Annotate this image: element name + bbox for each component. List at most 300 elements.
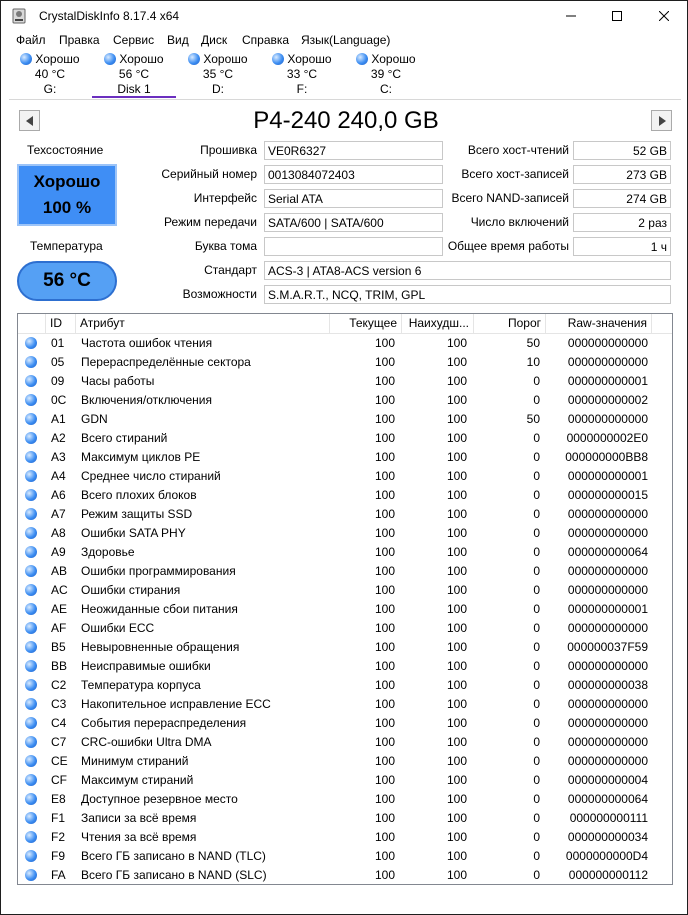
col-worst[interactable]: Наихудш... [402, 314, 474, 333]
transfer-label: Режим передачи [164, 215, 257, 229]
temperature-label: Температура [30, 239, 103, 253]
cell-attribute: Режим защиты SSD [81, 507, 193, 521]
cell-threshold: 0 [533, 507, 540, 521]
standard-field: ACS-3 | ATA8-ACS version 6 [264, 261, 671, 280]
menu-file[interactable]: Файл [16, 33, 46, 47]
cell-worst: 100 [446, 355, 467, 369]
cell-worst: 100 [446, 545, 467, 559]
close-button[interactable] [641, 1, 687, 31]
status-dot-icon [25, 831, 37, 843]
status-dot-icon [20, 53, 32, 65]
disk-tab-d[interactable] [176, 52, 260, 98]
status-dot-icon [25, 736, 37, 748]
disk-temp: 35 °C [202, 67, 234, 81]
cell-worst: 100 [446, 849, 467, 863]
cell-id: A8 [51, 526, 66, 540]
cell-id: A7 [51, 507, 66, 521]
disk-name: Disk 1 [117, 82, 151, 96]
cell-raw: 000000000112 [568, 868, 648, 882]
status-dot-icon [25, 812, 37, 824]
cell-threshold: 0 [533, 393, 540, 407]
cell-current: 100 [374, 716, 395, 730]
cell-id: C7 [51, 735, 67, 749]
cell-raw: 000000000000 [567, 526, 648, 540]
table-row[interactable] [18, 505, 672, 524]
cell-current: 100 [374, 431, 395, 445]
table-header [18, 314, 672, 334]
menu-service[interactable]: Сервис [113, 33, 155, 47]
cell-attribute: Ошибки SATA PHY [81, 526, 186, 540]
cell-raw: 000000000001 [567, 602, 648, 616]
cell-worst: 100 [446, 507, 467, 521]
cell-attribute: GDN [81, 412, 108, 426]
nand-writes-label: Всего NAND-записей [451, 191, 569, 205]
cell-attribute: Часы работы [81, 374, 155, 388]
cell-raw: 000000000000 [567, 697, 648, 711]
firmware-field: VE0R6327 [264, 141, 443, 160]
status-dot-icon [25, 470, 37, 482]
status-dot-icon [25, 698, 37, 710]
cell-attribute: Неожиданные сбои питания [81, 602, 238, 616]
disk-status [8, 52, 92, 66]
health-status-box[interactable] [17, 164, 117, 226]
table-row[interactable] [18, 581, 672, 600]
title-bar [1, 1, 687, 31]
status-dot-icon [25, 660, 37, 672]
cell-current: 100 [374, 811, 395, 825]
cell-worst: 100 [446, 393, 467, 407]
disk-name: F: [296, 82, 308, 96]
disk-temp: 39 °C [370, 67, 402, 81]
cell-threshold: 0 [533, 678, 540, 692]
cell-id: AB [51, 564, 68, 578]
cell-raw: 000000000000 [567, 659, 648, 673]
close-icon [659, 11, 669, 21]
power-hours-label: Общее время работы [447, 239, 569, 253]
cell-raw: 000000000004 [567, 773, 648, 787]
cell-attribute: Всего ГБ записано в NAND (SLC) [81, 868, 267, 882]
status-dot-icon [25, 337, 37, 349]
cell-id: F1 [51, 811, 66, 825]
disk-temp: 40 °C [34, 67, 66, 81]
cell-worst: 100 [446, 735, 467, 749]
cell-raw: 000000000BB8 [565, 450, 648, 464]
cell-id: B5 [51, 640, 66, 654]
table-row[interactable] [18, 562, 672, 581]
cell-current: 100 [374, 526, 395, 540]
disk-status [92, 52, 176, 66]
table-row[interactable] [18, 353, 672, 372]
cell-raw: 000000000000 [567, 336, 648, 350]
power-count-field: 2 раз [573, 213, 671, 232]
cell-current: 100 [374, 336, 395, 350]
cell-current: 100 [374, 678, 395, 692]
cell-id: A9 [51, 545, 66, 559]
maximize-button[interactable] [594, 1, 640, 31]
cell-id: F9 [51, 849, 66, 863]
disk-status-text: Хорошо [119, 52, 164, 66]
cell-threshold: 0 [533, 811, 540, 825]
col-id[interactable]: ID [46, 314, 76, 333]
cell-threshold: 0 [533, 469, 540, 483]
status-dot-icon [25, 432, 37, 444]
cell-threshold: 0 [533, 754, 540, 768]
cell-id: AF [51, 621, 67, 635]
cell-current: 100 [374, 621, 395, 635]
status-dot-icon [25, 451, 37, 463]
menu-edit[interactable]: Правка [59, 33, 100, 47]
table-row[interactable] [18, 866, 672, 885]
status-dot-icon [356, 53, 368, 65]
cell-worst: 100 [446, 412, 467, 426]
features-label: Возможности [182, 287, 257, 301]
cell-current: 100 [374, 773, 395, 787]
cell-raw: 000000000000 [567, 583, 648, 597]
cell-threshold: 50 [526, 412, 540, 426]
cell-current: 100 [374, 355, 395, 369]
active-tab-indicator [92, 96, 176, 98]
table-row[interactable] [18, 638, 672, 657]
cell-worst: 100 [446, 868, 467, 882]
menu-disk[interactable]: Диск [201, 33, 228, 47]
arrow-left-icon [25, 116, 35, 126]
col-status[interactable] [18, 314, 46, 333]
table-row[interactable] [18, 676, 672, 695]
status-dot-icon [25, 717, 37, 729]
cell-id: AE [51, 602, 68, 616]
disk-tab-g[interactable] [8, 52, 92, 98]
cell-threshold: 0 [533, 621, 540, 635]
table-row[interactable] [18, 828, 672, 847]
cell-raw: 000000000034 [567, 830, 648, 844]
cell-current: 100 [374, 583, 395, 597]
host-reads-label: Всего хост-чтений [467, 143, 569, 157]
cell-id: A2 [51, 431, 66, 445]
cell-threshold: 0 [533, 564, 540, 578]
cell-current: 100 [374, 659, 395, 673]
cell-attribute: События перераспределения [81, 716, 247, 730]
table-row[interactable] [18, 467, 672, 486]
status-dot-icon [25, 850, 37, 862]
minimize-icon [566, 11, 576, 21]
cell-raw: 000000000000 [567, 621, 648, 635]
cell-worst: 100 [446, 754, 467, 768]
cell-threshold: 0 [533, 488, 540, 502]
cell-attribute: Максимум стираний [81, 773, 194, 787]
cell-id: AC [51, 583, 68, 597]
table-row[interactable] [18, 619, 672, 638]
cell-threshold: 0 [533, 450, 540, 464]
volume-field [264, 237, 443, 256]
health-status: Хорошо [33, 172, 101, 191]
cell-worst: 100 [446, 583, 467, 597]
table-row[interactable] [18, 771, 672, 790]
cell-raw: 0000000002E0 [566, 431, 648, 445]
col-threshold[interactable]: Порог [474, 314, 546, 333]
disk-status [344, 52, 428, 66]
cell-threshold: 0 [533, 374, 540, 388]
cell-raw: 000000000000 [567, 355, 648, 369]
cell-id: 05 [51, 355, 65, 369]
disk-status-text: Хорошо [287, 52, 332, 66]
cell-id: 0C [51, 393, 67, 407]
status-dot-icon [104, 53, 116, 65]
cell-raw: 000000000111 [569, 811, 648, 825]
cell-attribute: Всего стираний [81, 431, 168, 445]
cell-worst: 100 [446, 773, 467, 787]
cell-raw: 000000000000 [567, 564, 648, 578]
disk-name: C: [380, 82, 392, 96]
cell-attribute: Чтения за всё время [81, 830, 197, 844]
status-dot-icon [25, 774, 37, 786]
cell-raw: 000000000015 [567, 488, 648, 502]
cell-worst: 100 [446, 488, 467, 502]
cell-raw: 000000000000 [567, 412, 648, 426]
power-count-label: Число включений [470, 215, 569, 229]
cell-worst: 100 [446, 830, 467, 844]
col-attribute[interactable]: Атрибут [76, 314, 330, 333]
cell-threshold: 0 [533, 602, 540, 616]
cell-threshold: 0 [533, 583, 540, 597]
cell-threshold: 0 [533, 640, 540, 654]
status-dot-icon [188, 53, 200, 65]
volume-label: Буква тома [194, 239, 257, 253]
cell-worst: 100 [446, 621, 467, 635]
status-dot-icon [25, 508, 37, 520]
table-row[interactable] [18, 334, 672, 353]
arrow-right-icon [657, 116, 667, 126]
cell-attribute: Записи за всё время [81, 811, 197, 825]
status-dot-icon [25, 755, 37, 767]
cell-raw: 000000000038 [567, 678, 648, 692]
cell-current: 100 [374, 488, 395, 502]
table-row[interactable] [18, 600, 672, 619]
status-dot-icon [25, 394, 37, 406]
drive-title: P4-240 240,0 GB [253, 107, 439, 134]
cell-attribute: Здоровье [81, 545, 135, 559]
cell-worst: 100 [446, 640, 467, 654]
status-dot-icon [25, 375, 37, 387]
disk-status-text: Хорошо [203, 52, 248, 66]
cell-worst: 100 [446, 811, 467, 825]
table-row[interactable] [18, 372, 672, 391]
interface-field: Serial ATA [264, 189, 443, 208]
table-row[interactable] [18, 790, 672, 809]
cell-attribute: Ошибки стирания [81, 583, 181, 597]
cell-attribute: Включения/отключения [81, 393, 212, 407]
cell-raw: 000000000000 [567, 507, 648, 521]
cell-threshold: 0 [533, 431, 540, 445]
menu-language[interactable]: Язык(Language) [301, 33, 391, 47]
cell-id: F2 [51, 830, 66, 844]
disk-tab-c[interactable] [344, 52, 428, 98]
col-raw[interactable]: Raw-значения [546, 314, 652, 333]
disk-status-text: Хорошо [371, 52, 416, 66]
cell-current: 100 [374, 412, 395, 426]
cell-id: A4 [51, 469, 66, 483]
cell-worst: 100 [446, 792, 467, 806]
cell-threshold: 10 [526, 355, 540, 369]
cell-current: 100 [374, 393, 395, 407]
cell-threshold: 0 [533, 697, 540, 711]
firmware-label: Прошивка [200, 143, 257, 157]
next-disk-button[interactable] [651, 110, 672, 131]
cell-attribute: CRC-ошибки Ultra DMA [81, 735, 212, 749]
maximize-icon [612, 11, 622, 21]
status-dot-icon [272, 53, 284, 65]
cell-attribute: Частота ошибок чтения [81, 336, 213, 350]
table-row[interactable] [18, 543, 672, 562]
cell-worst: 100 [446, 678, 467, 692]
table-row[interactable] [18, 410, 672, 429]
menu-help[interactable]: Справка [242, 33, 290, 47]
cell-worst: 100 [446, 564, 467, 578]
disk-tab-disk1[interactable] [92, 52, 176, 98]
cell-id: 01 [51, 336, 65, 350]
cell-id: A3 [51, 450, 66, 464]
cell-current: 100 [374, 545, 395, 559]
cell-raw: 000000000000 [567, 716, 648, 730]
cell-worst: 100 [446, 336, 467, 350]
status-dot-icon [25, 565, 37, 577]
disk-temp: 56 °C [118, 67, 150, 81]
cell-current: 100 [374, 602, 395, 616]
status-dot-icon [25, 603, 37, 615]
cell-current: 100 [374, 830, 395, 844]
cell-current: 100 [374, 640, 395, 654]
cell-attribute: Температура корпуса [81, 678, 201, 692]
host-reads-field: 52 GB [573, 141, 671, 160]
serial-label: Серийный номер [161, 167, 257, 181]
cell-threshold: 50 [526, 336, 540, 350]
cell-raw: 000000000000 [567, 754, 648, 768]
table-row[interactable] [18, 809, 672, 828]
table-row[interactable] [18, 524, 672, 543]
disk-status [260, 52, 344, 66]
table-row[interactable] [18, 752, 672, 771]
cell-attribute: Ошибки ECC [81, 621, 155, 635]
col-current[interactable]: Текущее [330, 314, 402, 333]
status-dot-icon [25, 413, 37, 425]
cell-attribute: Минимум стираний [81, 754, 189, 768]
cell-threshold: 0 [533, 773, 540, 787]
cell-current: 100 [374, 374, 395, 388]
cell-threshold: 0 [533, 526, 540, 540]
status-dot-icon [25, 622, 37, 634]
cell-id: CE [51, 754, 68, 768]
cell-id: C2 [51, 678, 67, 692]
status-dot-icon [25, 793, 37, 805]
cell-current: 100 [374, 868, 395, 882]
cell-id: C4 [51, 716, 67, 730]
cell-attribute: Максимум циклов PE [81, 450, 201, 464]
table-row[interactable] [18, 695, 672, 714]
table-row[interactable] [18, 486, 672, 505]
status-dot-icon [25, 584, 37, 596]
cell-id: A6 [51, 488, 66, 502]
table-row[interactable] [18, 448, 672, 467]
cell-id: C3 [51, 697, 67, 711]
table-row[interactable] [18, 733, 672, 752]
cell-worst: 100 [446, 697, 467, 711]
status-dot-icon [25, 546, 37, 558]
transfer-field: SATA/600 | SATA/600 [264, 213, 443, 232]
cell-current: 100 [374, 849, 395, 863]
cell-raw: 000000000001 [567, 374, 648, 388]
cell-current: 100 [374, 735, 395, 749]
prev-disk-button[interactable] [19, 110, 40, 131]
menu-view[interactable]: Вид [167, 33, 189, 47]
cell-threshold: 0 [533, 659, 540, 673]
app-icon [11, 8, 27, 24]
cell-id: CF [51, 773, 67, 787]
cell-attribute: Среднее число стираний [81, 469, 221, 483]
cell-raw: 000000000002 [567, 393, 648, 407]
cell-current: 100 [374, 754, 395, 768]
status-dot-icon [25, 641, 37, 653]
minimize-button[interactable] [548, 1, 594, 31]
table-row[interactable] [18, 847, 672, 866]
cell-id: BB [51, 659, 68, 673]
cell-raw: 000000000064 [567, 792, 648, 806]
cell-attribute: Перераспределённые сектора [81, 355, 251, 369]
nand-writes-field: 274 GB [573, 189, 671, 208]
cell-attribute: Всего ГБ записано в NAND (TLC) [81, 849, 266, 863]
table-row[interactable] [18, 391, 672, 410]
cell-attribute: Накопительное исправление ECC [81, 697, 271, 711]
interface-label: Интерфейс [193, 191, 257, 205]
features-field: S.M.A.R.T., NCQ, TRIM, GPL [264, 285, 671, 304]
cell-current: 100 [374, 469, 395, 483]
cell-raw: 000000000000 [567, 735, 648, 749]
smart-table[interactable] [17, 313, 673, 885]
cell-threshold: 0 [533, 792, 540, 806]
cell-threshold: 0 [533, 545, 540, 559]
table-row[interactable] [18, 657, 672, 676]
disk-status [176, 52, 260, 66]
cell-worst: 100 [446, 431, 467, 445]
cell-attribute: Всего плохих блоков [81, 488, 197, 502]
status-dot-icon [25, 527, 37, 539]
disk-selector [1, 52, 687, 98]
host-writes-field: 273 GB [573, 165, 671, 184]
cell-current: 100 [374, 564, 395, 578]
cell-worst: 100 [446, 526, 467, 540]
cell-worst: 100 [446, 602, 467, 616]
power-hours-field: 1 ч [573, 237, 671, 256]
separator [9, 99, 681, 100]
table-row[interactable] [18, 429, 672, 448]
cell-id: A1 [51, 412, 66, 426]
cell-attribute: Невыровненные обращения [81, 640, 240, 654]
cell-threshold: 0 [533, 868, 540, 882]
temperature-box[interactable]: 56 °C [17, 261, 117, 301]
status-dot-icon [25, 679, 37, 691]
disk-name: D: [212, 82, 224, 96]
cell-threshold: 0 [533, 830, 540, 844]
table-row[interactable] [18, 714, 672, 733]
disk-tab-f[interactable] [260, 52, 344, 98]
cell-id: FA [51, 868, 66, 882]
cell-threshold: 0 [533, 849, 540, 863]
cell-current: 100 [374, 507, 395, 521]
status-dot-icon [25, 356, 37, 368]
health-label: Техсостояние [27, 143, 104, 157]
cell-id: E8 [51, 792, 66, 806]
cell-worst: 100 [446, 450, 467, 464]
disk-name: G: [43, 82, 57, 96]
health-percent: 100 % [42, 198, 92, 217]
